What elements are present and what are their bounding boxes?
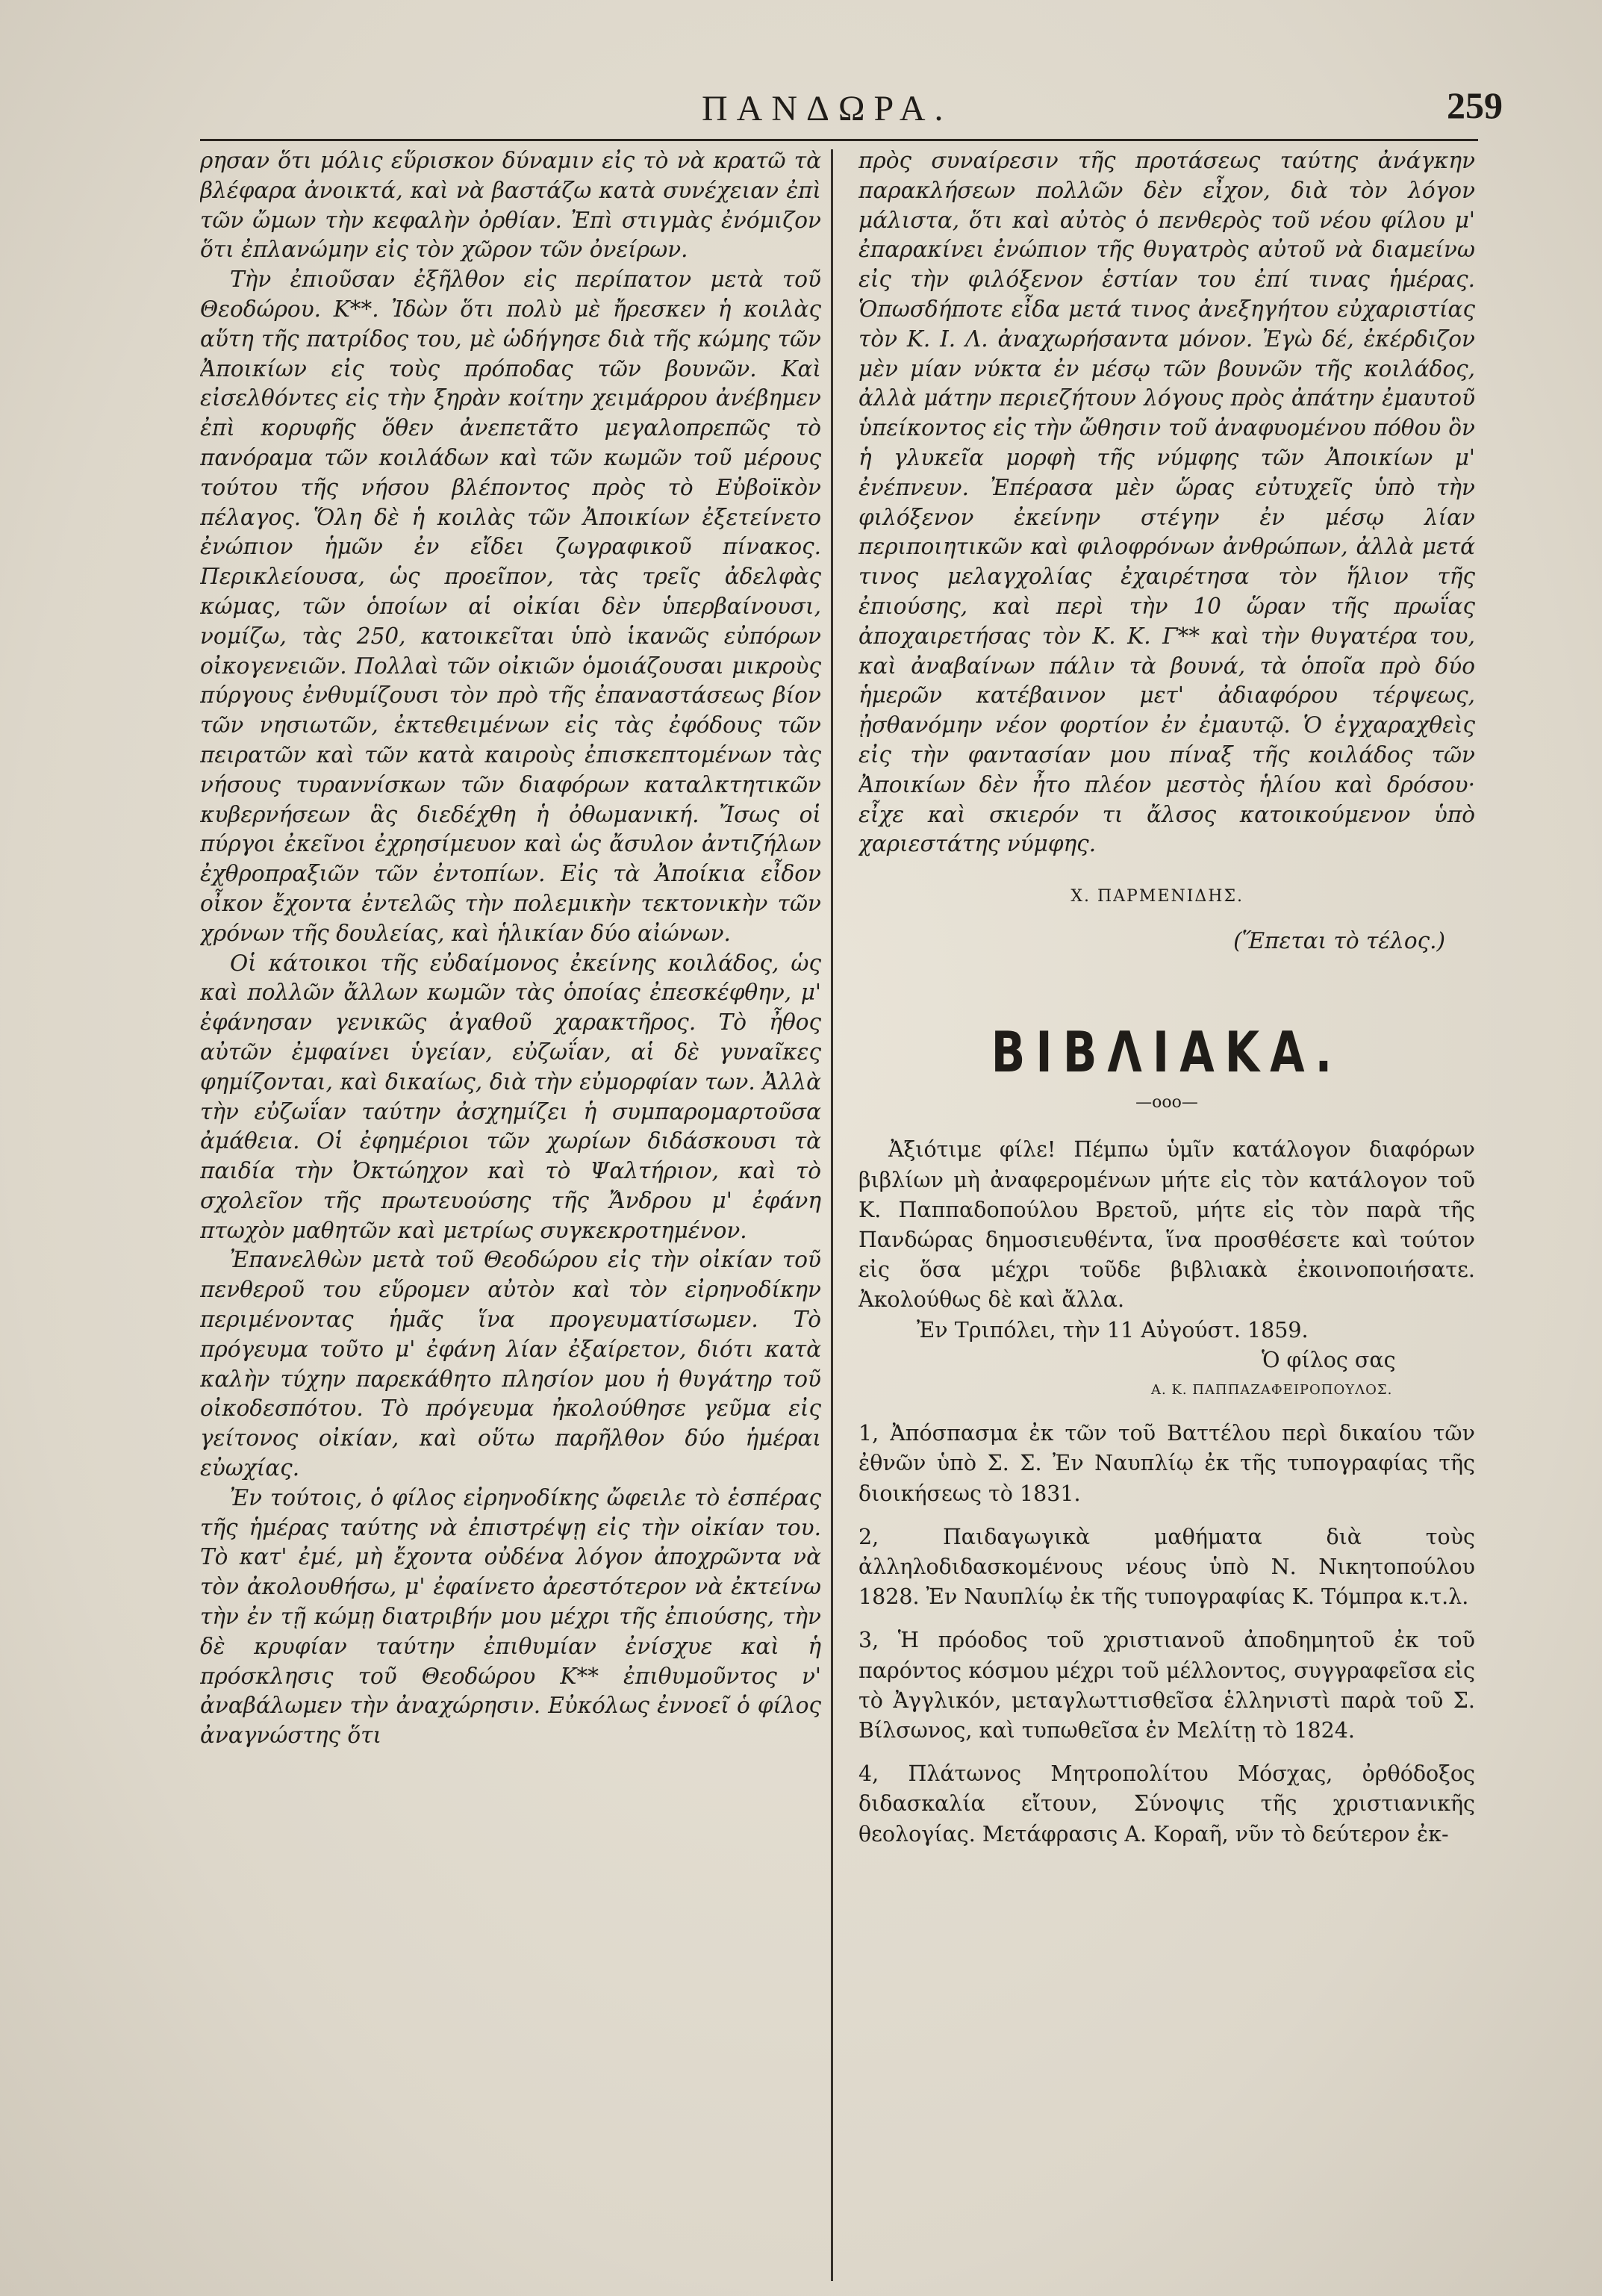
left-column <box>200 146 821 2282</box>
running-header-title: ΠΑΝΔΩΡΑ. <box>702 89 953 128</box>
book-entry-4: 4, Πλάτωνος Μητροπολίτου Μόσχας, ὀρθόδοξος διδασκαλία εἴτουν, Σύνοψις τῆς χριστιανικῆς θεολογίας. Μετάφρασις Α. Κοραῆ, νῦν τὸ δεύτερον ἐκ- <box>858 1761 1475 1847</box>
right-column <box>858 146 1475 2282</box>
book-entry-1: 1, Ἀπόσπασμα ἐκ τῶν τοῦ Βαττέλου περὶ δικαίου τῶν ἐθνῶν ὑπὸ Σ. Σ. Ἐν Ναυπλίῳ ἐκ τῆς τυπογραφίας τῆς διοικήσεως τὸ 1831. <box>858 1421 1475 1506</box>
letter-block <box>858 1135 1475 1849</box>
section-ornament: —ooo— <box>1135 1092 1198 1112</box>
section-heading: ΒΙΒΛΙΑΚΑ. <box>991 1019 1343 1086</box>
author-signature: Χ. ΠΑΡΜΕΝΙΔΗΣ. <box>1070 887 1244 906</box>
book-entry-2: 2, Παιδαγωγικὰ μαθήματα διὰ τοὺς ἀλληλοδιδασκομένους νέους ὑπὸ Ν. Νικητοπούλου 1828. Ἐν Ναυπλίῳ ἐκ τῆς τυπογραφίας Κ. Τόμπρα κ.τ.λ. <box>858 1524 1475 1610</box>
left-paragraph-5: Ἐν τούτοις, ὁ φίλος εἰρηνοδίκης ὤφειλε τὸ ἑσπέρας τῆς ἡμέρας ταύτης νὰ ἐπιστρέψῃ εἰς τὴν οἰκίαν του. Τὸ κατ' ἐμέ, μὴ ἔχοντα οὐδένα λόγον ἀποχρῶντα νὰ τὸν ἀκολουθήσω, μ' ἐφαίνετο ἀρεστότερον νὰ ἐκτείνω τὴν ἐν τῇ κώμῃ διατριβήν μου μέχρι τῆς ἐπιούσης, τὴν δὲ κρυφίαν ταύτην ἐπιθυμίαν ἐνίσχυε καὶ ἡ πρόσκλησις τοῦ Θεοδώρου Κ** ἐπιθυμοῦντος ν' ἀναβάλωμεν τὴν ἀναχώρησιν. Εὐκόλως ἐννοεῖ ὁ φίλος ἀναγνώστης ὅτι <box>200 1484 821 1749</box>
left-paragraph-2: Τὴν ἐπιοῦσαν ἐξῆλθον εἰς περίπατον μετὰ τοῦ Θεοδώρου. Κ**. Ἰδὼν ὅτι πολὺ μὲ ἤρεσκεν ἡ κοιλὰς αὕτη τῆς πατρίδος του, μὲ ὡδήγησε διὰ τῆς κώμης τῶν Ἀποικίων εἰς τοὺς πρόποδας τῶν βουνῶν. Καὶ εἰσελθόντες εἰς τὴν ξηρὰν κοίτην χειμάρρου ἀνέβημεν ἐπὶ κορυφῆς ὅθεν ἀνεπετᾶτο μεγαλοπρεπῶς τὸ πανόραμα τῶν κοιλάδων καὶ τῶν κωμῶν τοῦ μέρους τούτου τῆς νήσου βλέποντος πρὸς τὸ Εὐβοϊκὸν πέλαγος. Ὅλη δὲ ἡ κοιλὰς τῶν Ἀποικίων ἐξετείνετο ἐνώπιον ἡμῶν ἐν εἴδει ζωγραφικοῦ πίνακος. Περικλείουσα, ὡς προεῖπον, τὰς τρεῖς ἀδελφὰς κώμας, τῶν ὁποίων αἱ οἰκίαι δὲν ὑπερβαίνουσι, νομίζω, τὰς 250, κατοικεῖται ὑπὸ ἱκανῶς εὐπόρων οἰκογενειῶν. Πολλαὶ τῶν οἰκιῶν ὁμοιάζουσαι μικροὺς πύργους ἐνθυμίζουσι τὸν πρὸ τῆς ἐπαναστάσεως βίον τῶν νησιωτῶν, ἐκτεθειμένων εἰς τὰς ἐφόδους τῶν πειρατῶν καὶ τῶν κατὰ καιροὺς ἐπισκεπτομένων τὰς νήσους τυραννίσκων τῶν διαφόρων καταλκτητικῶν κυβερνήσεων ἃς διεδέχθη ἡ ὀθωμανική. Ἴσως οἱ πύργοι ἐκεῖνοι ἐχρησίμευον καὶ ὡς ἄσυλον ἀντιζήλων ἐχθροπραξιῶν τῶν ἐντοπίων. Εἰς τὰ Ἀποίκια εἶδον οἶκον ἔχοντα ἐντελῶς τὴν πολεμικὴν τεκτονικὴν τῶν χρόνων τῆς δουλείας, καὶ ἡλικίαν δύο αἰώνων. <box>200 267 821 946</box>
header-rule <box>200 139 1478 141</box>
right-paragraph-1: πρὸς συναίρεσιν τῆς προτάσεως ταύτης ἀνάγκην παρακλήσεων πολλῶν δὲν εἶχον, διὰ τὸν λόγον μάλιστα, ὅτι καὶ αὐτὸς ὁ πενθερὸς τοῦ νέου φίλου μ' ἐπαρακίνει ἐνώπιον τῆς θυγατρὸς αὐτοῦ νὰ διαμείνω εἰς τὴν φιλόξενον ἑστίαν του ἐπί τινας ἡμέρας. Ὁπωσδήποτε εἶδα μετά τινος ἀνεξηγήτου εὐχαριστίας τὸν Κ. Ι. Λ. ἀναχωρήσαντα μόνον. Ἐγὼ δέ, ἐκέρδιζον μὲν μίαν νύκτα ἐν μέσῳ τῶν βουνῶν τῆς κοιλάδος, ἀλλὰ μάτην περιεζήτουν λόγους πρὸς ἀπάτην ἐμαυτοῦ ὑπείκοντος εἰς τὴν ὤθησιν τοῦ ἀναφυομένου πόθου ὃν ἡ γλυκεῖα μορφὴ τῆς νύμφης τῶν Ἀποικίων μ' ἐνέπνευν. Ἐπέρασα μὲν ὥρας εὐτυχεῖς ὑπὸ τὴν φιλόξενον ἐκείνην στέγην ἐν μέσῳ λίαν περιποιητικῶν καὶ φιλοφρόνων ἀνθρώπων, ἀλλὰ μετά τινος μελαγχολίας ἐχαιρέτησα τὸν ἥλιον τῆς ἐπιούσης, καὶ περὶ τὴν 10 ὥραν τῆς πρωΐας ἀποχαιρετήσας τὸν Κ. Κ. Γ** καὶ τὴν θυγατέρα του, καὶ ἀναβαίνων πάλιν τὰ βουνά, τὰ ὁποῖα πρὸ δύο ἡμερῶν κατέβαινον μετ' ἀδιαφόρου τέρψεως, ᾐσθανόμην νέον φορτίον ἐν ἐμαυτῷ. Ὁ ἐγχαραχθεὶς εἰς τὴν φαντασίαν μου πίναξ τῆς κοιλάδος τῶν Ἀποικίων δὲν ἦτο πλέον μεστὸς ἡλίου καὶ δρόσου· εἶχε καὶ σκιερόν τι ἄλσος κατοικούμενον ὑπὸ χαριεστάτης νύμφης. <box>858 148 1475 857</box>
column-divider <box>831 149 833 2281</box>
continued-note: (Ἕπεται τὸ τέλος.) <box>1233 927 1445 953</box>
letter-sender: Α. Κ. ΠΑΠΠΑΖΑΦΕΙΡΟΠΟΥΛΟΣ. <box>1151 1381 1393 1398</box>
letter-paragraph: Ἀξιότιμε φίλε! Πέμπω ὑμῖν κατάλογον διαφόρων βιβλίων μὴ ἀναφερομένων μήτε εἰς τὸν κατάλογον τοῦ Κ. Παππαδοπούλου Βρετοῦ, μήτε εἰς τὸν παρὰ τῆς Πανδώρας δημοσιευθέντα, ἵνα προσθέσετε καὶ τούτον εἰς ὅσα μέχρι τοῦδε βιβλιακὰ ἐκοινοποιήσατε. Ἀκολούθως δὲ καὶ ἄλλα. <box>858 1137 1475 1313</box>
letter-closing: Ὁ φίλος σας <box>1262 1347 1396 1372</box>
left-paragraph-3: Οἱ κάτοικοι τῆς εὐδαίμονος ἐκείνης κοιλάδος, ὡς καὶ πολλῶν ἄλλων κωμῶν τὰς ὁποίας ἐπεσκέφθην, μ' ἐφάνησαν γενικῶς ἀγαθοῦ χαρακτῆρος. Τὸ ἦθος αὐτῶν ἐμφαίνει ὑγείαν, εὐζωΐαν, αἱ δὲ γυναῖκες φημίζονται, καὶ δικαίως, διὰ τὴν εὐμορφίαν των. Ἀλλὰ τὴν εὐζωΐαν ταύτην ἀσχημίζει ἡ συμπαρομαρτοῦσα ἀμάθεια. Οἱ ἐφημέριοι τῶν χωρίων διδάσκουσι τὰ παιδία τὴν Ὀκτώηχον καὶ τὸ Ψαλτήριον, καὶ τὸ σχολεῖον τῆς πρωτευούσης τῆς Ἄνδρου μ' ἐφάνη πτωχὸν μαθητῶν καὶ μετρίως συγκεκροτημένον. <box>200 950 821 1243</box>
left-paragraph-1: ρησαν ὅτι μόλις εὕρισκον δύναμιν εἰς τὸ νὰ κρατῶ τὰ βλέφαρα ἀνοικτά, καὶ νὰ βαστάζω κατὰ συνέχειαν ἐπὶ τῶν ὤμων τὴν κεφαλὴν ὀρθίαν. Ἐπὶ στιγμὰς ἐνόμιζον ὅτι ἐπλανώμην εἰς τὸν χῶρον τῶν ὀνείρων. <box>200 148 821 263</box>
page-number: 259 <box>1447 84 1503 126</box>
letter-dateline: Ἐν Τριπόλει, τὴν 11 Αὐγούστ. 1859. <box>917 1317 1309 1343</box>
book-entry-3: 3, Ἡ πρόοδος τοῦ χριστιανοῦ ἀποδημητοῦ ἐκ τοῦ παρόντος κόσμου μέχρι τοῦ μέλλοντος, συγγραφεῖσα εἰς τὸ Ἀγγλικόν, μεταγλωττισθεῖσα ἑλληνιστὶ παρὰ τοῦ Σ. Βίλσωνος, καὶ τυπωθεῖσα ἐν Μελίτῃ τὸ 1824. <box>858 1628 1475 1743</box>
left-paragraph-4: Ἐπανελθὼν μετὰ τοῦ Θεοδώρου εἰς τὴν οἰκίαν τοῦ πενθεροῦ του εὕρομεν αὐτὸν καὶ τὸν εἰρηνοδίκην περιμένοντας ἡμᾶς ἵνα προγευματίσωμεν. Τὸ πρόγευμα τοῦτο μ' ἐφάνη λίαν ἐξαίρετον, διότι κατὰ καλὴν τύχην παρεκάθητο πλησίον μου ἡ θυγάτηρ τοῦ οἰκοδεσπότου. Τὸ πρόγευμα ἠκολούθησε γεῦμα εἰς γείτονος οἰκίαν, καὶ οὕτω παρῆλθον δύο ἡμέραι εὐωχίας. <box>200 1247 821 1481</box>
